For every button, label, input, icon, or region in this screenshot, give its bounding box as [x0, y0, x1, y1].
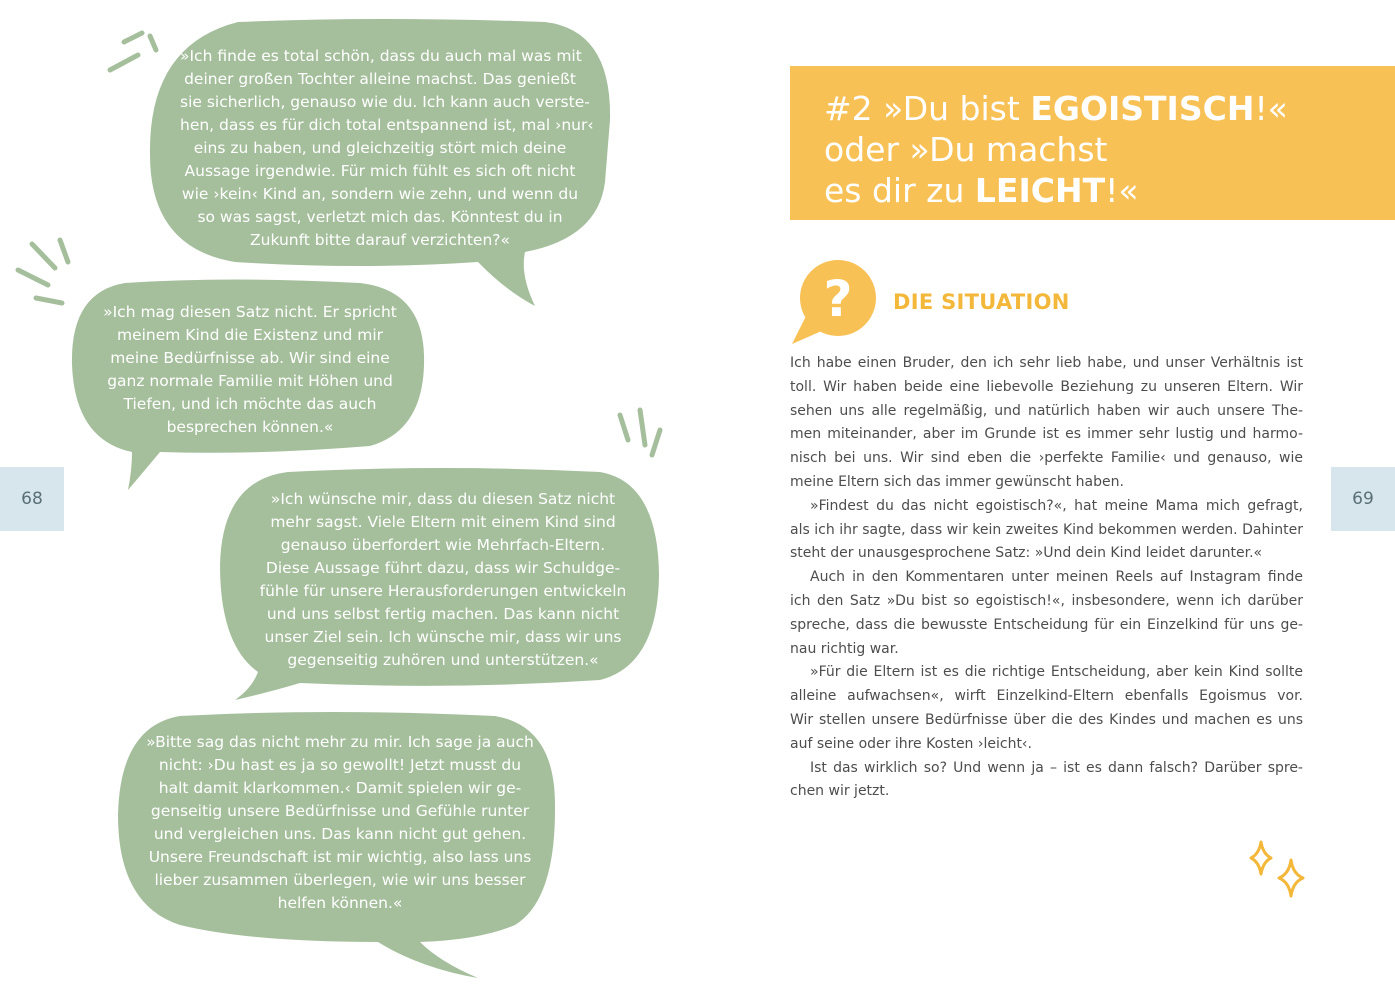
question-glyph: ?	[823, 270, 853, 328]
sparkle-icon	[1245, 838, 1315, 904]
body-line: chen wir jetzt.	[790, 783, 890, 800]
chapter-title: #2 »Du bist EGOISTISCH!« oder »Du machst es dir zu LEICHT!«	[824, 89, 1288, 210]
body-line: »Für die Eltern ist es die richtige Entscheidung, aber kein Kind sollte	[810, 664, 1303, 681]
body-line: spreche, dass die bewusste Entscheidung für ein Einzelkind für uns ge-	[790, 616, 1303, 633]
body-line: alleine aufwachsen«, wirft Einzelkind-Eltern ebenfalls Egoismus vor.	[790, 688, 1303, 705]
body-text	[790, 352, 1303, 804]
body-line: Wir stellen unsere Bedürfnisse über die des Kindes und machen es uns	[790, 711, 1303, 728]
bubble-text-4: »Bitte sag das nicht mehr zu mir. Ich sage ja auch nicht: ›Du hast es ja so gewollt! Jetzt musst du halt damit klarkommen.‹ Damit spielen wir ge- genseitig unsere Bedürfnisse und Gefühle runter und vergleichen uns. Das kann nicht gut gehen. Unsere Freundschaft ist mir wichtig, also lass uns lieber zusammen überlegen, wie wir uns besser helfen können.«	[146, 733, 534, 912]
body-line: meine Eltern sich das immer gewünscht haben.	[790, 473, 1124, 490]
body-line: Ist das wirklich so? Und wenn ja – ist es dann falsch? Darüber spre-	[810, 759, 1303, 776]
body-line: sehen uns alle regelmäßig, und natürlich haben wir auch unsere The-	[790, 402, 1303, 419]
question-bubble-icon	[788, 258, 882, 348]
body-line: auf seine oder ihre Kosten ›leicht‹.	[790, 735, 1032, 752]
body-line: Auch in den Kommentaren unter meinen Reels auf Instagram finde	[810, 569, 1303, 586]
body-line: nisch bei uns. Wir sind eben die ›perfekte Familie‹ und genauso, wie	[790, 450, 1303, 467]
body-line: ich den Satz »Du bist so egoistisch!«, insbesondere, wenn ich darüber	[790, 592, 1303, 609]
body-line: als ich ihr sagte, dass wir kein zweites Kind bekommen werden. Dahinter	[790, 521, 1303, 538]
body-line: Ich habe einen Bruder, den ich sehr lieb habe, und unser Verhältnis ist	[790, 355, 1303, 371]
page-number-right: 69	[1331, 467, 1395, 531]
bubble-text-1: »Ich finde es total schön, dass du auch mal was mit deiner großen Tochter alleine machst. Das genießt sie sicherlich, genauso wie du. Ich kann auch verste- hen, dass es für dich total entspannend ist, mal ›nur‹ eins zu haben, und gleichzeitig stört mich deine Aussage irgendwie. Für mich fühlt es sich oft nicht wie ›kein‹ Kind an, sondern wie zehn, und wenn du so was sagst, verletzt mich das. Könntest du in Zukunft bitte darauf verzichten?«	[180, 47, 594, 249]
body-line: toll. Wir haben beide eine liebevolle Beziehung zu unseren Eltern. Wir	[790, 378, 1303, 395]
body-line: nau richtig war.	[790, 640, 899, 657]
section-heading: DIE SITUATION	[893, 290, 1070, 314]
body-line: men miteinander, aber im Grunde ist es immer sehr lustig und harmo-	[790, 426, 1303, 443]
bubble-text-2: »Ich mag diesen Satz nicht. Er spricht meinem Kind die Existenz und mir meine Bedürfnisse ab. Wir sind eine ganz normale Familie mit Höhen und Tiefen, und ich möchte das auch besprechen können.«	[103, 303, 397, 436]
body-line: »Findest du das nicht egoistisch?«, hat meine Mama mich gefragt,	[810, 497, 1303, 514]
bubble-text-3: »Ich wünsche mir, dass du diesen Satz nicht mehr sagst. Viele Eltern mit einem Kind sind genauso überfordert wie Mehrfach-Eltern. Diese Aussage führt dazu, dass wir Schuldge- fühle für unsere Herausforderungen entwickeln und uns selbst fertig machen. Das kann nicht unser Ziel sein. Ich wünsche mir, dass wir uns gegenseitig zuhören und unterstützen.«	[259, 490, 627, 669]
body-line: steht der unausgesprochene Satz: »Und dein Kind leidet darunter.«	[790, 545, 1263, 562]
page-number-left: 68	[0, 467, 64, 531]
